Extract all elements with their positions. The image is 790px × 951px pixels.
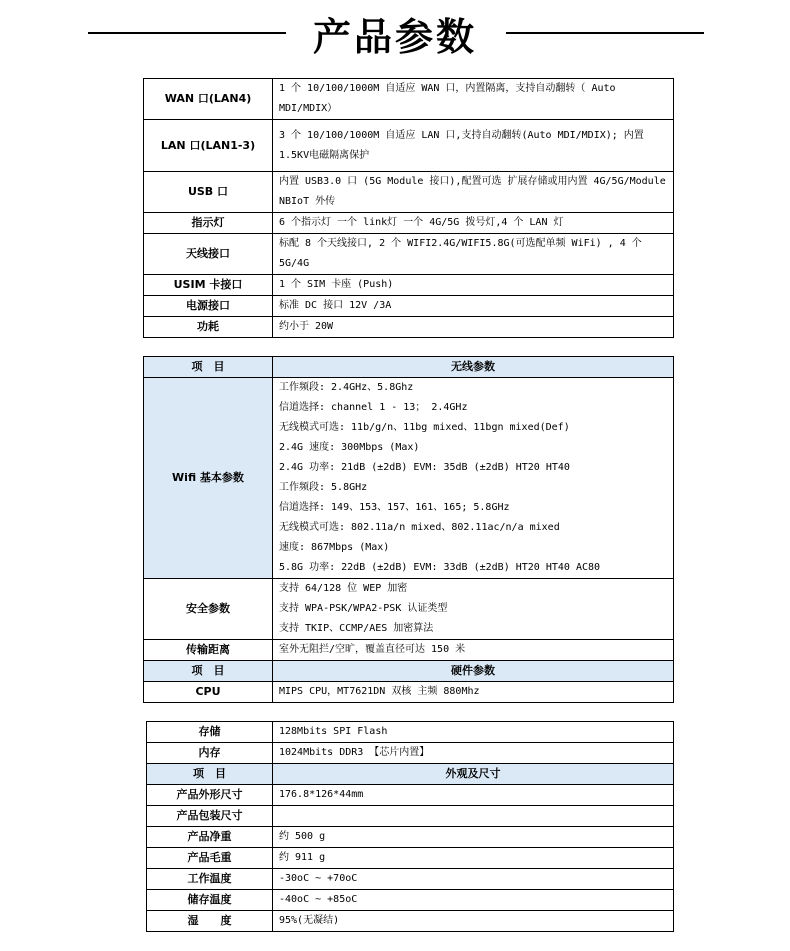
table-row: [147, 785, 674, 806]
wifi-line: 工作频段: 2.4GHz、5.8Ghz: [279, 382, 414, 393]
row-label: 产品净重: [147, 827, 273, 848]
security-line: 支持 TKIP、CCMP/AES 加密算法: [279, 623, 434, 634]
wifi-line: 2.4G 功率: 21dB (±2dB) EVM: 35dB (±2dB) HT20 HT40: [279, 462, 570, 473]
table-row: [147, 827, 674, 848]
wifi-line: 速度: 867Mbps (Max): [279, 542, 390, 553]
cpu-value: MIPS CPU，MT7621DN 双核 主频 880Mhz: [273, 682, 674, 703]
wifi-line: 信道选择: 149、153、157、161、165; 5.8GHz: [279, 502, 510, 513]
wireless-table: [143, 356, 674, 703]
row-label: 湿 度: [147, 911, 273, 932]
table-row: [147, 911, 674, 932]
wifi-line: 无线模式可选: 11b/g/n、11bg mixed、11bgn mixed(Def): [279, 422, 570, 433]
row-label: 指示灯: [144, 213, 273, 234]
table-header-row: [144, 661, 674, 682]
row-label: WAN 口(LAN4): [144, 79, 273, 120]
wifi-label: Wifi 基本参数: [144, 378, 273, 579]
table-row: [144, 120, 674, 172]
row-value: 约 500 g: [273, 827, 674, 848]
wifi-line: 信道选择: channel 1 - 13； 2.4GHz: [279, 402, 468, 413]
security-line: 支持 64/128 位 WEP 加密: [279, 583, 408, 594]
security-line: 支持 WPA-PSK/WPA2-PSK 认证类型: [279, 603, 448, 614]
row-label: 产品外形尺寸: [147, 785, 273, 806]
table-row: [147, 743, 674, 764]
table-row: [144, 640, 674, 661]
distance-value: 室外无阻拦/空旷，覆盖直径可达 150 米: [273, 640, 674, 661]
table-header-row: [147, 764, 674, 785]
row-label: LAN 口(LAN1-3): [144, 120, 273, 172]
row-label: 产品包装尺寸: [147, 806, 273, 827]
table-row: [144, 682, 674, 703]
header-hardware: 硬件参数: [273, 661, 674, 682]
row-value: 3 个 10/100/1000M 自适应 LAN 口,支持自动翻转(Auto MDI/MDIX); 内置 1.5KV电磁隔离保护: [273, 120, 674, 172]
wifi-values: [273, 378, 674, 579]
table-row: [144, 275, 674, 296]
table-header-row: [144, 357, 674, 378]
table-row: [144, 79, 674, 120]
row-label: 储存温度: [147, 890, 273, 911]
security-label: 安全参数: [144, 579, 273, 640]
row-value: 约 911 g: [273, 848, 674, 869]
row-value: 1 个 10/100/1000M 自适应 WAN 口，内置隔离，支持自动翻转（ Auto MDI/MDIX）: [273, 79, 674, 120]
row-value: 约小于 20W: [273, 317, 674, 338]
row-label: USB 口: [144, 172, 273, 213]
table-row: [144, 579, 674, 640]
row-value: 标准 DC 接口 12V /3A: [273, 296, 674, 317]
table-row: [144, 213, 674, 234]
wifi-line: 2.4G 速度: 300Mbps (Max): [279, 442, 420, 453]
row-value: 内置 USB3.0 口 (5G Module 接口),配置可选 扩展存储或用内置 4G/5G/Module NBIoT 外传: [273, 172, 674, 213]
row-value: 6 个指示灯 一个 link灯 一个 4G/5G 拨号灯,4 个 LAN 灯: [273, 213, 674, 234]
wifi-line: 无线模式可选: 802.11a/n mixed、802.11ac/n/a mixed: [279, 522, 560, 533]
row-value: 95%(无凝结): [273, 911, 674, 932]
row-value: 标配 8 个天线接口, 2 个 WIFI2.4G/WIFI5.8G(可选配单频 WiFi) , 4 个 5G/4G: [273, 234, 674, 275]
table-row: [147, 890, 674, 911]
storage-value: 128Mbits SPI Flash: [273, 722, 674, 743]
memory-label: 内存: [147, 743, 273, 764]
row-label: USIM 卡接口: [144, 275, 273, 296]
wifi-line: 工作频段: 5.8GHz: [279, 482, 368, 493]
table-row: [144, 172, 674, 213]
storage-label: 存储: [147, 722, 273, 743]
security-values: [273, 579, 674, 640]
row-label: 工作温度: [147, 869, 273, 890]
table-row: [144, 378, 674, 579]
distance-label: 传输距离: [144, 640, 273, 661]
table-row: [147, 848, 674, 869]
table-row: [147, 869, 674, 890]
row-label: 产品毛重: [147, 848, 273, 869]
row-label: 天线接口: [144, 234, 273, 275]
header-size: 外观及尺寸: [273, 764, 674, 785]
row-label: 电源接口: [144, 296, 273, 317]
page-title: 产品参数: [312, 15, 477, 59]
table-row: [144, 317, 674, 338]
table-row: [144, 234, 674, 275]
wifi-line: 5.8G 功率: 22dB (±2dB) EVM: 33dB (±2dB) HT20 HT40 AC80: [279, 562, 601, 573]
row-label: 功耗: [144, 317, 273, 338]
table-row: [144, 296, 674, 317]
header-item: 项 目: [144, 661, 273, 682]
title-right-rule: [506, 32, 704, 34]
table-row: [147, 806, 674, 827]
row-value: [273, 806, 674, 827]
memory-value: 1024Mbits DDR3 【芯片内置】: [273, 743, 674, 764]
header-item: 项 目: [147, 764, 273, 785]
cpu-label: CPU: [144, 682, 273, 703]
header-item: 项 目: [144, 357, 273, 378]
header-wireless: 无线参数: [273, 357, 674, 378]
row-value: -30oC ~ +70oC: [273, 869, 674, 890]
row-value: 1 个 SIM 卡座 (Push): [273, 275, 674, 296]
row-value: 176.8*126*44mm: [273, 785, 674, 806]
row-value: -40oC ~ +85oC: [273, 890, 674, 911]
table-row: [147, 722, 674, 743]
hardware-table: [146, 721, 674, 932]
interfaces-table: [143, 78, 674, 338]
